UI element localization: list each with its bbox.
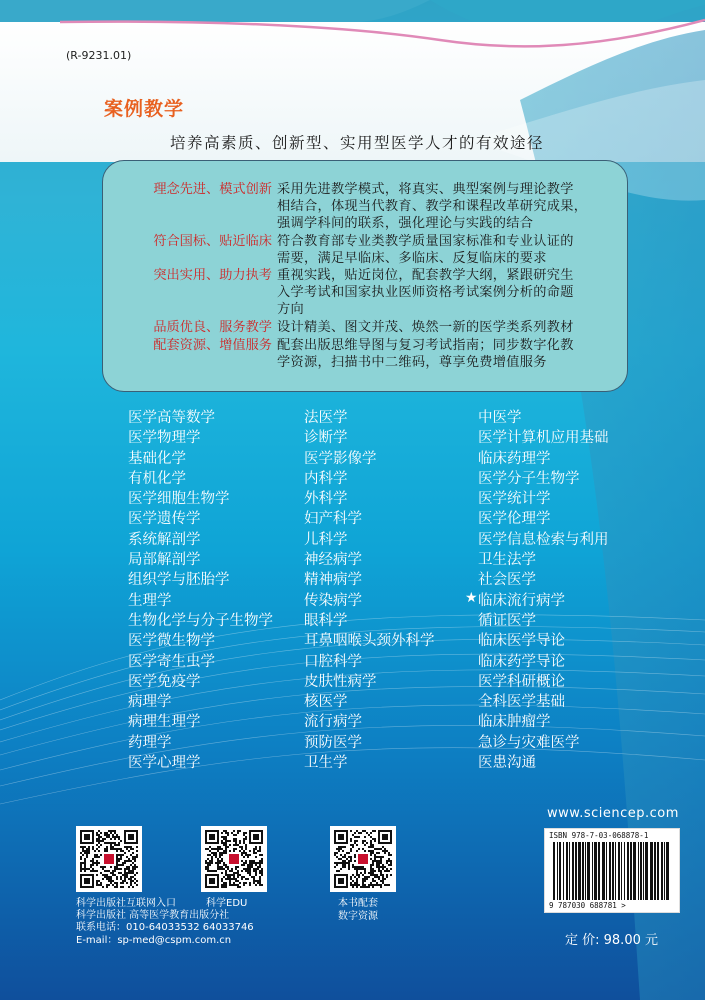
feature-line: 采用先进教学模式，将真实、典型案例与理论教学 xyxy=(277,182,574,197)
feature-desc xyxy=(277,267,597,318)
book-title: 临床医学导论 xyxy=(478,633,565,650)
book-title: 全科医学基础 xyxy=(478,694,565,711)
book-title: 卫生学 xyxy=(304,755,348,772)
feature-line: 相结合，体现当代教育、教学和课程改革研究成果， xyxy=(277,199,588,214)
book-title: 传染病学 xyxy=(304,592,362,609)
book-title: 病理学 xyxy=(128,694,172,711)
qr-code-icon[interactable] xyxy=(330,826,396,892)
book-title: 中医学 xyxy=(478,410,522,426)
book-list-column-3 xyxy=(478,406,609,771)
feature-desc xyxy=(277,233,597,267)
book-title: 医学物理学 xyxy=(128,430,201,447)
qr-label: 本书配套 xyxy=(338,898,378,909)
isbn-digits: 9 787030 688781 > xyxy=(549,901,626,910)
qr-code-icon[interactable] xyxy=(201,826,267,892)
book-title: 组织学与胚胎学 xyxy=(128,572,230,589)
book-title: 医学遗传学 xyxy=(128,511,201,528)
feature-line: 学资源，扫描书中二维码，尊享免费增值服务 xyxy=(277,355,547,370)
book-title: 生理学 xyxy=(128,592,172,609)
slogan: 培养高素质、创新型、实用型医学人才的有效途径 xyxy=(170,134,545,152)
feature-line: 入学考试和国家执业医师资格考试案例分析的命题 xyxy=(277,285,574,300)
book-title: 医学分子生物学 xyxy=(478,470,580,487)
qr-label: 科学出版社互联网入口 xyxy=(76,898,176,909)
book-title: 临床药理学 xyxy=(478,450,551,467)
book-title: 医学高等数学 xyxy=(128,410,215,426)
book-title: 精神病学 xyxy=(304,572,362,589)
book-title: 医学伦理学 xyxy=(478,511,551,528)
book-title: 口腔科学 xyxy=(304,653,362,670)
book-title: 神经病学 xyxy=(304,552,362,569)
isbn-barcode xyxy=(544,828,680,913)
book-title: 卫生法学 xyxy=(478,552,536,569)
book-title: 核医学 xyxy=(304,694,348,711)
book-title: 医学计算机应用基础 xyxy=(478,430,609,447)
book-title: 医学影像学 xyxy=(304,450,377,467)
book-list-column-2 xyxy=(304,406,435,771)
feature-key: 配套资源、增值服务 xyxy=(153,338,272,353)
book-title: 急诊与灾难医学 xyxy=(478,734,580,751)
book-list-column-1 xyxy=(128,406,273,771)
publisher-name: 科学出版社 高等医学教育出版分社 xyxy=(76,910,230,921)
feature-key: 理念先进、模式创新 xyxy=(153,182,272,197)
book-title: 外科学 xyxy=(304,491,348,508)
book-title: 临床药学导论 xyxy=(478,653,565,670)
feature-desc xyxy=(277,319,597,336)
book-title: 有机化学 xyxy=(128,470,186,487)
publisher-phone: 联系电话：010-64033532 64033746 xyxy=(76,922,254,933)
book-title: 医学寄生虫学 xyxy=(128,653,215,670)
book-title: 皮肤性病学 xyxy=(304,673,377,690)
feature-key: 符合国标、贴近临床 xyxy=(153,234,272,249)
book-title: 生物化学与分子生物学 xyxy=(128,612,273,629)
book-title: 医学统计学 xyxy=(478,491,551,508)
book-title: 系统解剖学 xyxy=(128,531,201,548)
feature-line: 需要，满足早临床、多临床、反复临床的要求 xyxy=(277,251,547,266)
book-title: 预防医学 xyxy=(304,734,362,751)
book-title: 医学微生物学 xyxy=(128,633,215,650)
book-title: 社会医学 xyxy=(478,572,536,589)
feature-box xyxy=(102,160,628,392)
feature-desc xyxy=(277,337,597,371)
book-title: 临床肿瘤学 xyxy=(478,714,551,731)
book-title: 局部解剖学 xyxy=(128,552,201,569)
book-title: 药理学 xyxy=(128,734,172,751)
book-title: 循证医学 xyxy=(478,612,536,629)
book-title: 医学免疫学 xyxy=(128,673,201,690)
qr-label: 科学EDU xyxy=(206,898,248,909)
book-title: 医患沟通 xyxy=(478,755,536,772)
feature-line: 方向 xyxy=(277,302,304,317)
feature-key: 突出实用、助力执考 xyxy=(153,268,272,283)
book-title: 医学信息检索与利用 xyxy=(478,531,609,548)
book-title: 耳鼻咽喉头颈外科学 xyxy=(304,633,435,650)
qr-label: 数字资源 xyxy=(338,911,378,922)
publisher-email: E-mail：sp-med@cspm.com.cn xyxy=(76,935,232,946)
book-title: 儿科学 xyxy=(304,531,348,548)
feature-line: 设计精美、图文并茂、焕然一新的医学类系列教材 xyxy=(277,320,574,335)
book-title: 内科学 xyxy=(304,470,348,487)
book-title: 医学心理学 xyxy=(128,755,201,772)
feature-line: 重视实践，贴近岗位，配套教学大纲，紧跟研究生 xyxy=(277,268,574,283)
isbn-text: ISBN 978-7-03-068878-1 xyxy=(549,831,649,840)
series-title: 案例教学 xyxy=(104,98,185,120)
book-title: 流行病学 xyxy=(304,714,362,731)
book-title: 眼科学 xyxy=(304,612,348,629)
book-title: 基础化学 xyxy=(128,450,186,467)
qr-code-icon[interactable] xyxy=(76,826,142,892)
book-title: 医学细胞生物学 xyxy=(128,491,230,508)
feature-line: 配套出版思维导图与复习考试指南；同步数字化教 xyxy=(277,338,574,353)
feature-desc xyxy=(277,181,597,232)
book-title: 医学科研概论 xyxy=(478,673,565,690)
book-code: (R-9231.01) xyxy=(66,49,132,62)
book-title: 法医学 xyxy=(304,410,348,426)
feature-line: 符合教育部专业类教学质量国家标准和专业认证的 xyxy=(277,234,574,249)
feature-key: 品质优良、服务教学 xyxy=(153,320,272,335)
book-title: 临床流行病学 xyxy=(478,592,565,609)
barcode-icon xyxy=(553,842,671,900)
price: 定 价: 98.00 元 xyxy=(565,933,658,948)
star-icon: ★ xyxy=(465,590,478,606)
feature-line: 强调学科间的联系，强化理论与实践的结合 xyxy=(277,216,534,231)
website-url[interactable]: www.sciencep.com xyxy=(547,806,679,821)
book-title: 诊断学 xyxy=(304,430,348,447)
book-title: 病理生理学 xyxy=(128,714,201,731)
book-title: 妇产科学 xyxy=(304,511,362,528)
